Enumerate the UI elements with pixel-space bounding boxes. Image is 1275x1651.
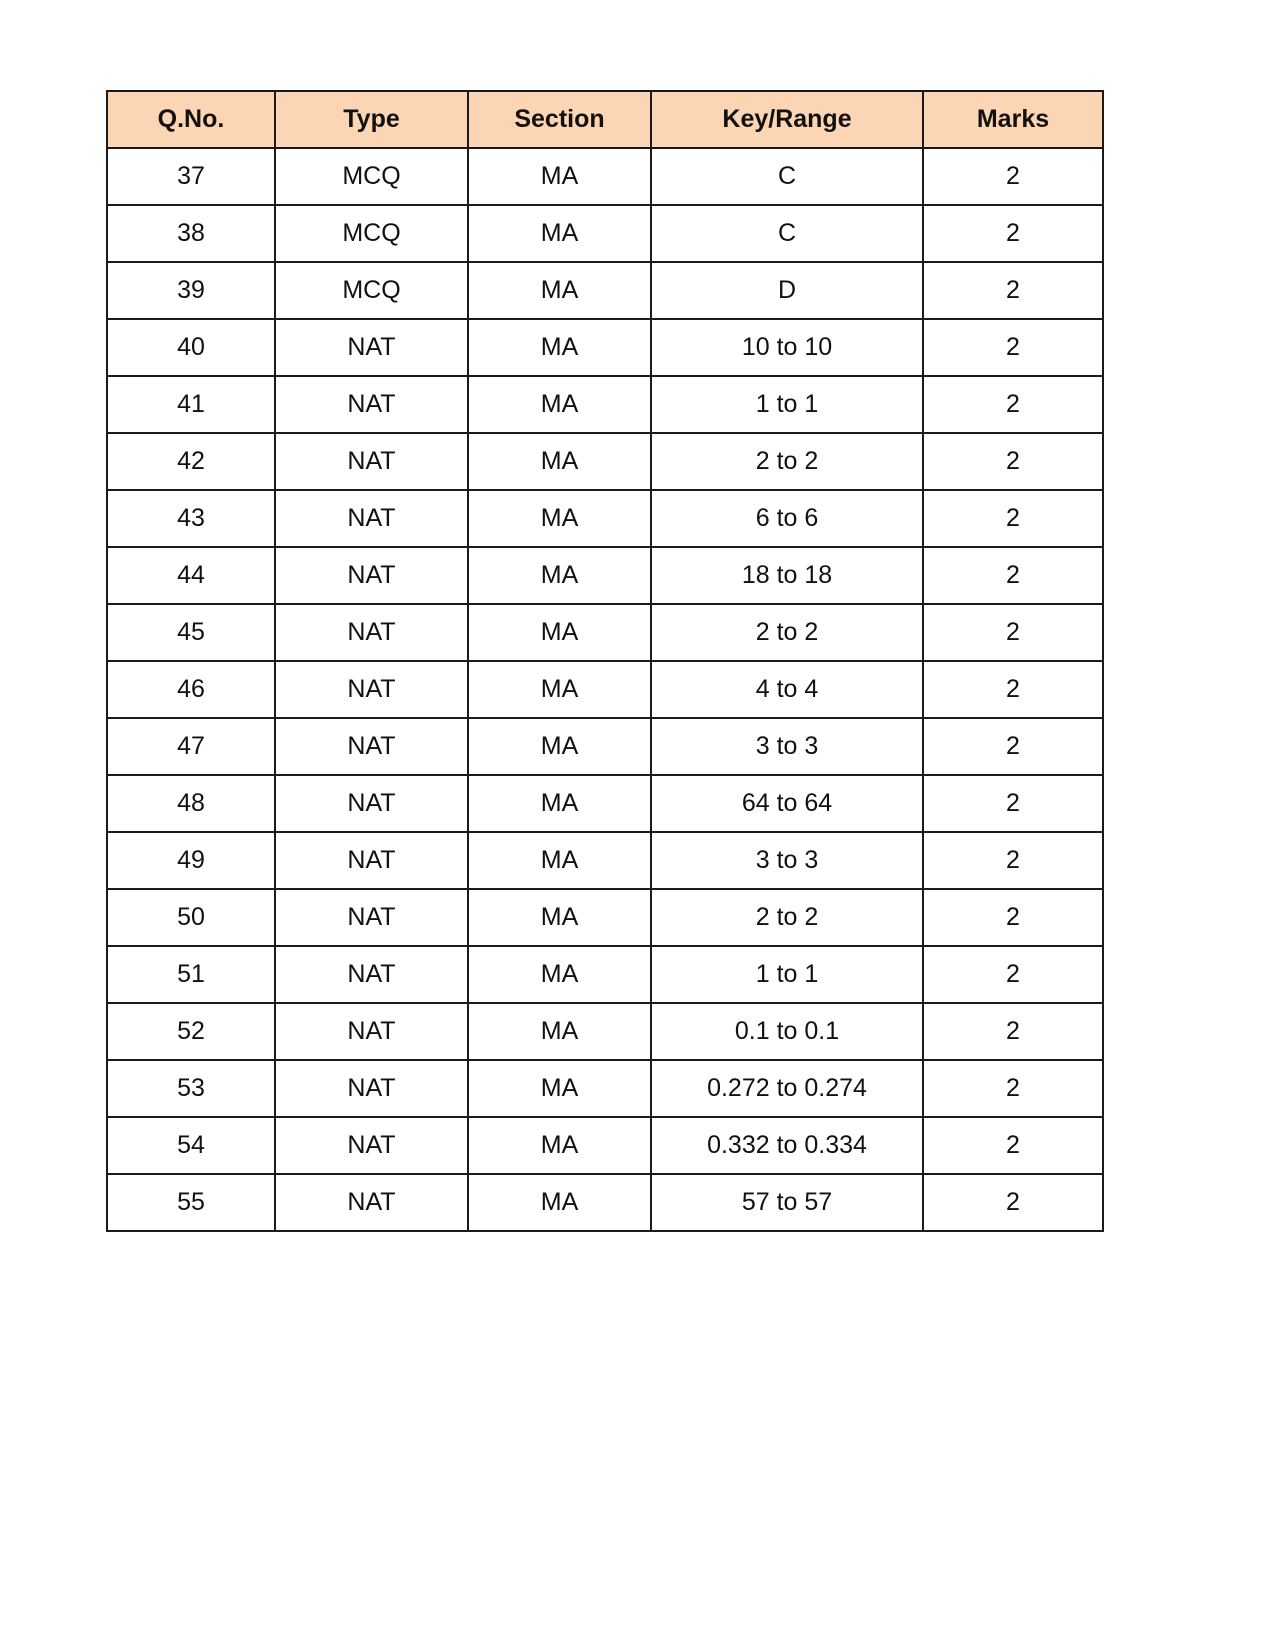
cell-type: NAT: [275, 433, 468, 490]
cell-qno: 40: [107, 319, 275, 376]
cell-marks: 2: [923, 148, 1103, 205]
cell-type: MCQ: [275, 148, 468, 205]
cell-marks: 2: [923, 1060, 1103, 1117]
cell-section: MA: [468, 718, 651, 775]
cell-type: NAT: [275, 1174, 468, 1231]
cell-key-range: C: [651, 205, 923, 262]
cell-qno: 44: [107, 547, 275, 604]
table-row: [107, 490, 1103, 547]
cell-type: MCQ: [275, 262, 468, 319]
table-row: [107, 661, 1103, 718]
answer-key-table: [106, 90, 1104, 1232]
table-row: [107, 1003, 1103, 1060]
cell-section: MA: [468, 205, 651, 262]
cell-qno: 38: [107, 205, 275, 262]
cell-type: NAT: [275, 832, 468, 889]
cell-qno: 49: [107, 832, 275, 889]
cell-section: MA: [468, 547, 651, 604]
cell-type: NAT: [275, 718, 468, 775]
table-row: [107, 718, 1103, 775]
cell-qno: 42: [107, 433, 275, 490]
cell-marks: 2: [923, 1003, 1103, 1060]
cell-key-range: 10 to 10: [651, 319, 923, 376]
cell-type: NAT: [275, 319, 468, 376]
table-row: [107, 433, 1103, 490]
cell-qno: 53: [107, 1060, 275, 1117]
cell-marks: 2: [923, 889, 1103, 946]
table-row: [107, 946, 1103, 1003]
column-header-qno: Q.No.: [107, 91, 275, 148]
cell-key-range: D: [651, 262, 923, 319]
cell-section: MA: [468, 946, 651, 1003]
cell-marks: 2: [923, 319, 1103, 376]
cell-section: MA: [468, 1117, 651, 1174]
cell-section: MA: [468, 148, 651, 205]
cell-qno: 47: [107, 718, 275, 775]
cell-section: MA: [468, 661, 651, 718]
cell-type: NAT: [275, 1117, 468, 1174]
cell-type: NAT: [275, 376, 468, 433]
cell-marks: 2: [923, 832, 1103, 889]
cell-type: NAT: [275, 775, 468, 832]
cell-marks: 2: [923, 1174, 1103, 1231]
cell-qno: 37: [107, 148, 275, 205]
table-row: [107, 604, 1103, 661]
cell-section: MA: [468, 490, 651, 547]
cell-key-range: 64 to 64: [651, 775, 923, 832]
cell-key-range: 0.272 to 0.274: [651, 1060, 923, 1117]
cell-section: MA: [468, 262, 651, 319]
cell-section: MA: [468, 319, 651, 376]
cell-section: MA: [468, 376, 651, 433]
cell-marks: 2: [923, 946, 1103, 1003]
cell-key-range: 1 to 1: [651, 376, 923, 433]
cell-qno: 43: [107, 490, 275, 547]
cell-type: NAT: [275, 946, 468, 1003]
cell-type: NAT: [275, 889, 468, 946]
cell-key-range: C: [651, 148, 923, 205]
cell-section: MA: [468, 433, 651, 490]
cell-key-range: 3 to 3: [651, 832, 923, 889]
column-header-key-range: Key/Range: [651, 91, 923, 148]
cell-marks: 2: [923, 604, 1103, 661]
cell-type: NAT: [275, 1060, 468, 1117]
table-row: [107, 1174, 1103, 1231]
cell-section: MA: [468, 889, 651, 946]
table-row: [107, 1117, 1103, 1174]
column-header-section: Section: [468, 91, 651, 148]
cell-key-range: 2 to 2: [651, 433, 923, 490]
table-row: [107, 205, 1103, 262]
cell-qno: 45: [107, 604, 275, 661]
cell-qno: 50: [107, 889, 275, 946]
cell-section: MA: [468, 1003, 651, 1060]
cell-section: MA: [468, 1060, 651, 1117]
cell-section: MA: [468, 775, 651, 832]
cell-key-range: 3 to 3: [651, 718, 923, 775]
cell-marks: 2: [923, 205, 1103, 262]
cell-key-range: 18 to 18: [651, 547, 923, 604]
cell-type: NAT: [275, 547, 468, 604]
cell-type: NAT: [275, 661, 468, 718]
cell-key-range: 0.1 to 0.1: [651, 1003, 923, 1060]
cell-section: MA: [468, 832, 651, 889]
cell-key-range: 0.332 to 0.334: [651, 1117, 923, 1174]
cell-type: NAT: [275, 490, 468, 547]
table-row: [107, 148, 1103, 205]
table-header-row: [107, 91, 1103, 148]
cell-qno: 46: [107, 661, 275, 718]
cell-marks: 2: [923, 547, 1103, 604]
cell-section: MA: [468, 604, 651, 661]
cell-marks: 2: [923, 262, 1103, 319]
cell-marks: 2: [923, 490, 1103, 547]
table-row: [107, 319, 1103, 376]
table-row: [107, 775, 1103, 832]
cell-key-range: 4 to 4: [651, 661, 923, 718]
cell-section: MA: [468, 1174, 651, 1231]
column-header-marks: Marks: [923, 91, 1103, 148]
cell-marks: 2: [923, 1117, 1103, 1174]
cell-marks: 2: [923, 376, 1103, 433]
cell-qno: 48: [107, 775, 275, 832]
cell-key-range: 6 to 6: [651, 490, 923, 547]
cell-type: NAT: [275, 1003, 468, 1060]
cell-qno: 51: [107, 946, 275, 1003]
cell-qno: 39: [107, 262, 275, 319]
column-header-type: Type: [275, 91, 468, 148]
table-row: [107, 547, 1103, 604]
table-row: [107, 889, 1103, 946]
cell-qno: 52: [107, 1003, 275, 1060]
cell-key-range: 57 to 57: [651, 1174, 923, 1231]
cell-marks: 2: [923, 718, 1103, 775]
cell-type: NAT: [275, 604, 468, 661]
cell-marks: 2: [923, 661, 1103, 718]
cell-key-range: 2 to 2: [651, 604, 923, 661]
cell-key-range: 2 to 2: [651, 889, 923, 946]
table-body: [107, 148, 1103, 1231]
table-row: [107, 1060, 1103, 1117]
table-row: [107, 376, 1103, 433]
cell-qno: 55: [107, 1174, 275, 1231]
cell-type: MCQ: [275, 205, 468, 262]
table-row: [107, 832, 1103, 889]
cell-key-range: 1 to 1: [651, 946, 923, 1003]
cell-marks: 2: [923, 775, 1103, 832]
cell-qno: 54: [107, 1117, 275, 1174]
table-row: [107, 262, 1103, 319]
cell-qno: 41: [107, 376, 275, 433]
cell-marks: 2: [923, 433, 1103, 490]
